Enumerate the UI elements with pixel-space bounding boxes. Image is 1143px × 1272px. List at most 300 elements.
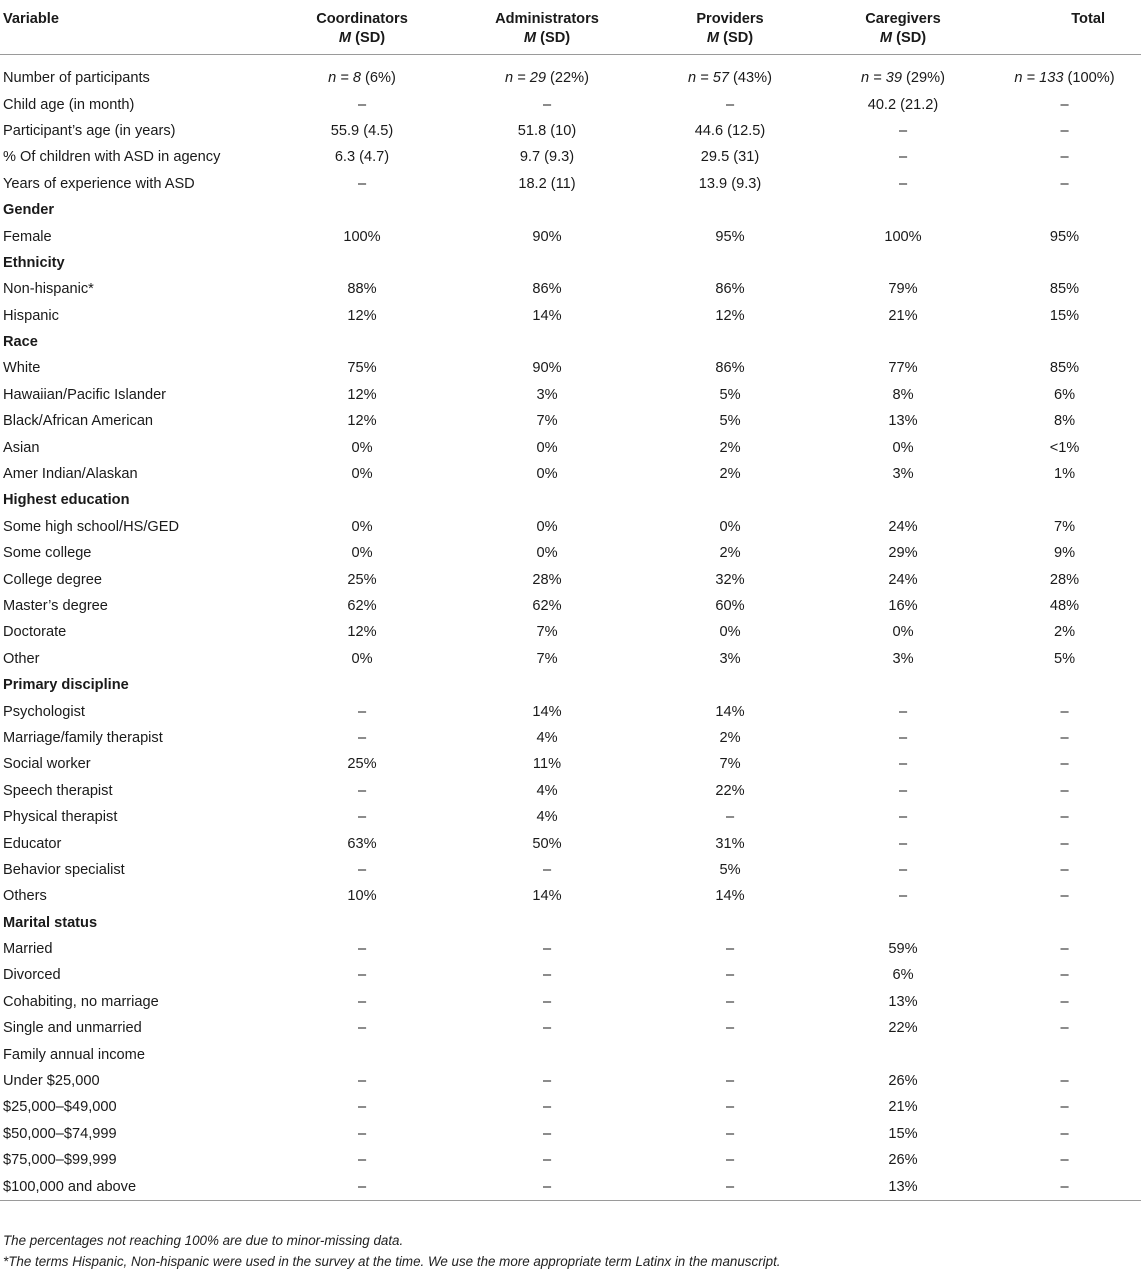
cell-value <box>818 197 988 223</box>
row-label: Doctorate <box>3 624 67 641</box>
cell-value: 31% <box>715 835 745 852</box>
cell-value <box>452 910 642 936</box>
table-row <box>0 778 1141 804</box>
cell-value: 26% <box>888 1152 918 1169</box>
cell-value <box>452 672 642 698</box>
table-row <box>0 382 1141 408</box>
cell-value <box>642 55 818 92</box>
cell-value: – <box>725 1073 735 1090</box>
cell-value: 25% <box>347 756 377 773</box>
row-label: Hawaiian/Pacific Islander <box>3 386 167 403</box>
section-label: Marital status <box>3 914 98 931</box>
cell-value <box>452 487 642 513</box>
cell-value: – <box>1060 967 1069 984</box>
cell-value: 14% <box>715 703 745 720</box>
cell-value <box>642 197 818 223</box>
row-label: Behavior specialist <box>3 861 125 878</box>
table-row <box>0 962 1141 988</box>
row-label: Physical therapist <box>3 809 118 826</box>
cell-value: 5% <box>719 386 741 403</box>
table-row <box>0 857 1141 883</box>
cell-value: 15% <box>1049 307 1080 324</box>
cell-value: – <box>642 1173 818 1200</box>
cell-value: 4% <box>536 782 558 799</box>
cell-value: 4% <box>536 729 558 746</box>
header-sub-providers <box>642 28 818 55</box>
cell-value <box>988 1041 1141 1067</box>
cell-value: – <box>898 835 908 852</box>
cell-value: – <box>725 96 735 113</box>
cell-value: – <box>1060 993 1069 1010</box>
cell-value: 2% <box>719 466 741 483</box>
table-header <box>0 2 1141 55</box>
header-sub-total <box>988 28 1141 55</box>
header-sub-coordinators <box>272 28 452 55</box>
cell-value: – <box>898 809 908 826</box>
sample-percent: (29%) <box>902 70 945 87</box>
table-row <box>0 619 1141 645</box>
sample-size: n = 57 <box>688 70 729 87</box>
cell-value: – <box>898 175 908 192</box>
cell-value: 59% <box>888 941 918 958</box>
cell-value <box>452 329 642 355</box>
cell-value <box>818 1041 988 1067</box>
cell-value <box>272 250 452 276</box>
sample-size: n = 39 <box>861 70 902 87</box>
cell-value: 44.6 (12.5) <box>694 122 766 139</box>
header-sub-empty <box>0 28 272 55</box>
cell-value: 3% <box>892 466 914 483</box>
cell-value: – <box>1060 729 1069 746</box>
row-label: Psychologist <box>3 703 85 720</box>
cell-value: – <box>898 782 908 799</box>
cell-value: 2% <box>719 729 741 746</box>
cell-value: 95% <box>1049 228 1080 245</box>
mean-label: M <box>523 30 537 46</box>
row-label: Married <box>3 941 53 958</box>
cell-value: – <box>1060 175 1069 192</box>
cell-value: – <box>542 1073 552 1090</box>
cell-value: 21% <box>888 1099 918 1116</box>
row-label: $75,000–$99,999 <box>3 1152 117 1169</box>
table-row <box>0 1041 1141 1067</box>
sample-percent: (100%) <box>1063 70 1115 87</box>
cell-value: 0% <box>351 466 373 483</box>
mean-label: M <box>338 30 352 46</box>
sd-label: (SD) <box>896 30 927 46</box>
table-row <box>0 514 1141 540</box>
table-row <box>0 144 1141 170</box>
table-footnotes <box>3 1230 781 1272</box>
cell-value: – <box>1060 782 1069 799</box>
cell-value: – <box>1060 703 1069 720</box>
cell-value <box>818 487 988 513</box>
section-label: Primary discipline <box>3 677 129 694</box>
cell-value: 22% <box>715 782 745 799</box>
cell-value: 100% <box>343 228 381 245</box>
cell-value: 51.8 (10) <box>517 122 577 139</box>
header-total: Total <box>1071 11 1105 27</box>
row-label: Single and unmarried <box>3 1020 142 1037</box>
cell-value: – <box>452 1173 642 1200</box>
cell-value: 13% <box>888 993 918 1010</box>
cell-value <box>642 672 818 698</box>
header-coordinators: Coordinators <box>316 11 408 27</box>
cell-value: 4% <box>536 809 558 826</box>
cell-value: 0% <box>351 439 373 456</box>
cell-value: 0% <box>351 650 373 667</box>
sample-percent: (22%) <box>546 70 589 87</box>
cell-value: 95% <box>715 228 745 245</box>
cell-value: 75% <box>347 360 377 377</box>
cell-value: 7% <box>536 650 558 667</box>
cell-value <box>272 487 452 513</box>
cell-value: – <box>542 1152 552 1169</box>
table-row <box>0 1121 1141 1147</box>
cell-value: – <box>357 809 367 826</box>
cell-value: 1% <box>1053 466 1076 483</box>
header-sub-administrators <box>452 28 642 55</box>
cell-value: 0% <box>536 466 558 483</box>
cell-value: 40.2 (21.2) <box>867 96 939 113</box>
row-label: $25,000–$49,000 <box>3 1099 117 1116</box>
cell-value: 60% <box>715 598 745 614</box>
cell-value: – <box>357 1099 367 1116</box>
cell-value <box>988 55 1141 92</box>
table-row <box>0 593 1141 619</box>
table-row <box>0 804 1141 830</box>
cell-value <box>818 672 988 698</box>
cell-value: – <box>725 1125 735 1142</box>
cell-value: 12% <box>347 413 377 430</box>
section-header-row <box>0 250 1141 276</box>
header-variable: Variable <box>3 11 59 27</box>
header-row-titles <box>0 2 1141 28</box>
cell-value <box>272 197 452 223</box>
cell-value: 6% <box>892 967 914 984</box>
table-row <box>0 830 1141 856</box>
section-header-row <box>0 672 1141 698</box>
cell-value: – <box>988 1173 1141 1200</box>
cell-value <box>642 329 818 355</box>
cell-value: 15% <box>888 1125 918 1142</box>
row-label: Hispanic <box>3 307 59 324</box>
cell-value: 3% <box>719 650 741 667</box>
cell-value: 16% <box>888 598 918 614</box>
cell-value: – <box>1060 1073 1069 1090</box>
table-row <box>0 408 1141 434</box>
cell-value: – <box>898 729 908 746</box>
cell-value: – <box>725 941 735 958</box>
cell-value: 0% <box>536 518 558 535</box>
cell-value: 79% <box>888 281 918 298</box>
row-label: Under $25,000 <box>3 1073 100 1090</box>
mean-label: M <box>879 30 893 46</box>
row-label: $100,000 and above <box>0 1173 272 1200</box>
cell-value: 55.9 (4.5) <box>330 122 394 139</box>
cell-value: – <box>1060 809 1069 826</box>
cell-value <box>272 910 452 936</box>
cell-value: 86% <box>715 360 745 377</box>
cell-value: 88% <box>347 281 377 298</box>
table-body <box>0 55 1141 1201</box>
footnote-missing-data: The percentages not reaching 100% are due to minor-missing data. <box>3 1233 404 1248</box>
table-row <box>0 55 1141 92</box>
row-label: Years of experience with ASD <box>3 175 195 192</box>
cell-value: – <box>898 122 908 139</box>
cell-value: 85% <box>1049 360 1080 377</box>
cell-value: – <box>357 1152 367 1169</box>
row-label: Other <box>3 650 40 667</box>
cell-value: 14% <box>715 888 745 905</box>
row-label: Amer Indian/Alaskan <box>3 466 138 483</box>
table-row <box>0 1068 1141 1094</box>
cell-value: 7% <box>536 413 558 430</box>
cell-value: 9% <box>1053 545 1076 562</box>
cell-value: – <box>898 861 908 878</box>
table-row <box>0 540 1141 566</box>
row-label: Social worker <box>3 756 91 773</box>
cell-value: 28% <box>532 571 562 588</box>
cell-value: – <box>1060 1099 1069 1116</box>
cell-value: 50% <box>532 835 562 852</box>
cell-value: – <box>725 993 735 1010</box>
cell-value: – <box>1060 1152 1069 1169</box>
table-row <box>0 461 1141 487</box>
sample-size: n = 8 <box>328 70 361 87</box>
cell-value <box>988 672 1141 698</box>
cell-value: – <box>542 1099 552 1116</box>
table-row <box>0 118 1141 144</box>
cell-value: 0% <box>536 545 558 562</box>
cell-value: 13% <box>818 1173 988 1200</box>
cell-value: 10% <box>347 888 377 905</box>
cell-value: 2% <box>1053 624 1076 641</box>
cell-value: – <box>542 861 552 878</box>
cell-value: – <box>1060 835 1069 852</box>
cell-value: 14% <box>532 888 562 905</box>
cell-value: 12% <box>347 624 377 641</box>
cell-value: 8% <box>892 386 914 403</box>
row-label: Master’s degree <box>3 598 108 614</box>
table-row <box>0 725 1141 751</box>
cell-value: 5% <box>1053 650 1076 667</box>
cell-value: 21% <box>888 307 918 324</box>
header-caregivers: Caregivers <box>865 11 941 27</box>
table-row <box>0 751 1141 777</box>
cell-value: 12% <box>715 307 745 324</box>
row-label: Speech therapist <box>3 782 113 799</box>
section-header-row <box>0 487 1141 513</box>
sample-size: n = 29 <box>505 70 546 87</box>
cell-value: 6% <box>1053 386 1076 403</box>
table-row <box>0 303 1141 329</box>
row-label: Educator <box>3 835 62 852</box>
cell-value: 0% <box>536 439 558 456</box>
cell-value <box>642 1041 818 1067</box>
cell-value: 0% <box>719 518 741 535</box>
section-label: Highest education <box>3 492 130 509</box>
cell-value: – <box>1060 888 1069 905</box>
cell-value <box>452 55 642 92</box>
cell-value: 29% <box>888 545 918 562</box>
table-row <box>0 1147 1141 1173</box>
cell-value: – <box>272 1173 452 1200</box>
table-row <box>0 91 1141 117</box>
cell-value: 62% <box>532 598 562 614</box>
cell-value <box>818 329 988 355</box>
cell-value: – <box>1060 941 1069 958</box>
demographics-table <box>0 2 1141 1201</box>
cell-value: – <box>357 729 367 746</box>
cell-value <box>272 55 452 92</box>
row-label: Cohabiting, no marriage <box>3 993 159 1010</box>
cell-value: – <box>542 1020 552 1037</box>
row-label: Asian <box>3 439 40 456</box>
header-sub-caregivers <box>818 28 988 55</box>
cell-value: 100% <box>884 228 922 245</box>
cell-value: – <box>357 993 367 1010</box>
cell-value: 90% <box>532 360 562 377</box>
cell-value: – <box>357 1125 367 1142</box>
cell-value: 86% <box>715 281 745 298</box>
row-label: College degree <box>3 571 102 588</box>
cell-value: <1% <box>1049 439 1080 456</box>
cell-value: 32% <box>715 571 745 588</box>
cell-value: 85% <box>1049 281 1080 298</box>
cell-value: – <box>542 96 552 113</box>
row-label: Marriage/family therapist <box>3 729 163 746</box>
row-label: $50,000–$74,999 <box>3 1125 117 1142</box>
cell-value: 18.2 (11) <box>518 175 576 192</box>
sample-percent: (6%) <box>361 70 396 87</box>
cell-value: 63% <box>347 835 377 852</box>
cell-value: 3% <box>536 386 558 403</box>
cell-value: – <box>898 149 908 166</box>
cell-value: 86% <box>532 281 562 298</box>
cell-value: 5% <box>719 861 741 878</box>
sd-label: (SD) <box>540 30 571 46</box>
cell-value <box>452 1041 642 1067</box>
cell-value: – <box>1060 861 1069 878</box>
cell-value: – <box>357 941 367 958</box>
cell-value: 14% <box>532 307 562 324</box>
row-label: Female <box>3 228 52 245</box>
section-header-row <box>0 329 1141 355</box>
cell-value <box>818 250 988 276</box>
cell-value: – <box>542 967 552 984</box>
row-label: % Of children with ASD in agency <box>3 149 221 166</box>
row-label: Divorced <box>3 967 61 984</box>
sample-percent: (43%) <box>729 70 772 87</box>
cell-value: 5% <box>719 413 741 430</box>
cell-value <box>988 250 1141 276</box>
cell-value: 12% <box>347 307 377 324</box>
table-row <box>0 698 1141 724</box>
table-row <box>0 276 1141 302</box>
cell-value <box>988 487 1141 513</box>
cell-value: – <box>357 175 367 192</box>
cell-value <box>988 197 1141 223</box>
table-row <box>0 566 1141 592</box>
cell-value <box>642 250 818 276</box>
table-row <box>0 646 1141 672</box>
cell-value: 62% <box>347 598 377 614</box>
cell-value: – <box>725 1152 735 1169</box>
cell-value: – <box>357 967 367 984</box>
cell-value: – <box>898 756 908 773</box>
table-row <box>0 989 1141 1015</box>
cell-value: – <box>725 1099 735 1116</box>
cell-value: 12% <box>347 386 377 403</box>
cell-value <box>452 197 642 223</box>
cell-value: – <box>1060 149 1069 166</box>
cell-value: 90% <box>532 228 562 245</box>
cell-value <box>988 329 1141 355</box>
cell-value: – <box>725 809 735 826</box>
row-label: Number of participants <box>3 70 150 87</box>
row-label: White <box>3 360 41 377</box>
table-row <box>0 355 1141 381</box>
cell-value: 24% <box>888 571 918 588</box>
cell-value: 8% <box>1053 413 1076 430</box>
footnote-ethnicity-terms: *The terms Hispanic, Non-hispanic were used in the survey at the time. We use the more appropriate term Latinx in the manuscript. <box>3 1254 781 1269</box>
mean-label: M <box>706 30 720 46</box>
sd-label: (SD) <box>723 30 754 46</box>
cell-value: 13.9 (9.3) <box>698 175 762 192</box>
row-label: Participant’s age (in years) <box>3 122 176 139</box>
cell-value: 7% <box>536 624 558 641</box>
cell-value <box>272 1041 452 1067</box>
cell-value: 11% <box>532 756 562 773</box>
cell-value: 48% <box>1049 598 1080 614</box>
cell-value: – <box>357 703 367 720</box>
cell-value: 13% <box>888 413 918 430</box>
cell-value <box>818 55 988 92</box>
cell-value: – <box>542 941 552 958</box>
cell-value: 14% <box>532 703 562 720</box>
cell-value: 25% <box>347 571 377 588</box>
sample-size: n = 133 <box>1014 70 1064 87</box>
table-row <box>0 434 1141 460</box>
cell-value <box>642 487 818 513</box>
table-row <box>0 171 1141 197</box>
sd-label: (SD) <box>355 30 386 46</box>
cell-value: 0% <box>719 624 741 641</box>
cell-value: 2% <box>719 545 741 562</box>
cell-value: 7% <box>1053 518 1076 535</box>
table-row <box>0 883 1141 909</box>
cell-value <box>272 329 452 355</box>
cell-value: 0% <box>351 518 373 535</box>
row-label: Some college <box>3 545 92 562</box>
cell-value <box>988 910 1141 936</box>
cell-value: 2% <box>719 439 741 456</box>
cell-value: – <box>898 888 908 905</box>
cell-value: – <box>357 96 367 113</box>
cell-value: – <box>542 993 552 1010</box>
table-row <box>0 1094 1141 1120</box>
cell-value: 29.5 (31) <box>700 149 760 166</box>
cell-value: 0% <box>892 439 914 456</box>
cell-value: 3% <box>892 650 914 667</box>
cell-value: 22% <box>888 1020 918 1037</box>
cell-value: 26% <box>888 1073 918 1090</box>
row-label: Family annual income <box>3 1046 145 1063</box>
row-label: Non-hispanic* <box>3 281 94 298</box>
cell-value: – <box>357 1020 367 1037</box>
header-administrators: Administrators <box>495 11 599 27</box>
